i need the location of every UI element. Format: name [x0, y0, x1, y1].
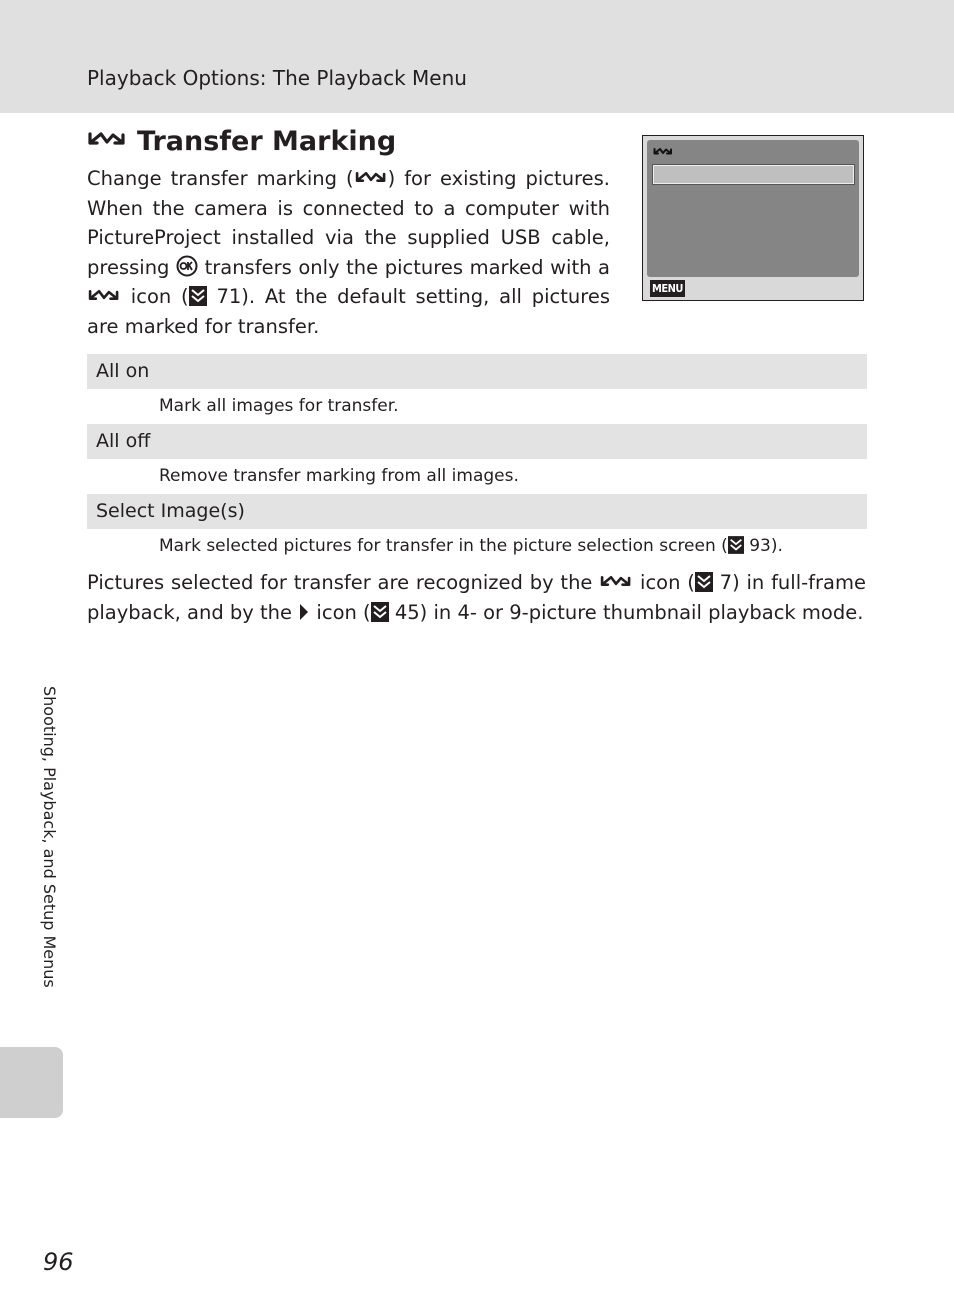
outro-text-2: icon (	[633, 571, 695, 594]
intro-text-3: transfers only the pictures marked with a	[198, 255, 610, 279]
option-description: Remove transfer marking from all images.	[159, 466, 519, 486]
page-reference-icon	[189, 286, 207, 306]
section-title: Transfer Marking	[137, 125, 397, 157]
intro-text-5: 71). At the default setting, all pictures are marked for transfer.	[87, 285, 611, 338]
outro-text-3: 7) in full-frame playback, and by the	[87, 571, 866, 624]
page-reference-icon	[695, 572, 713, 592]
section-heading	[87, 122, 396, 160]
outro-text-1: Pictures selected for transfer are recognized by the	[87, 571, 600, 594]
transfer-marking-icon	[354, 170, 388, 188]
header-band	[0, 0, 954, 113]
transfer-marking-icon	[653, 147, 673, 158]
transfer-marking-icon	[87, 288, 121, 306]
option-description-end: 93).	[743, 536, 783, 556]
outro-text-4: icon (	[310, 600, 371, 624]
option-description	[87, 529, 867, 564]
option-description: Mark all images for transfer.	[159, 396, 399, 416]
chapter-side-label: Shooting, Playback, and Setup Menus	[40, 686, 59, 988]
chapter-tab	[0, 1047, 63, 1118]
intro-text-2: ) for existing pictures. When the camera is connected to a computer with PictureProject installed via the supplied USB cable, pressing	[87, 167, 610, 279]
outro-text-5: 45) in 4- or 9-picture thumbnail playback mode.	[388, 600, 864, 624]
camera-menu-highlight-bar	[652, 164, 855, 185]
intro-text-4: icon (	[121, 285, 189, 308]
intro-text-1: Change transfer marking (	[87, 167, 354, 190]
running-header: Playback Options: The Playback Menu	[87, 66, 467, 90]
camera-menu-screen	[642, 135, 864, 301]
transfer-arrow-icon	[298, 602, 310, 622]
transfer-marking-icon	[599, 574, 633, 592]
camera-menu-panel	[647, 140, 859, 277]
options-table	[87, 354, 867, 564]
intro-paragraph	[87, 164, 610, 341]
transfer-marking-icon	[87, 130, 127, 152]
menu-icon: MENU	[650, 280, 685, 297]
option-name: Select Image(s)	[87, 494, 867, 529]
option-name: All off	[87, 424, 867, 459]
page-number: 96	[43, 1248, 74, 1276]
option-name: All on	[87, 354, 867, 389]
outro-paragraph	[87, 568, 866, 627]
page-reference-icon	[728, 536, 744, 554]
ok-button-icon	[176, 255, 198, 277]
option-description-text: Mark selected pictures for transfer in the picture selection screen (	[159, 536, 728, 556]
page-reference-icon	[371, 602, 389, 622]
